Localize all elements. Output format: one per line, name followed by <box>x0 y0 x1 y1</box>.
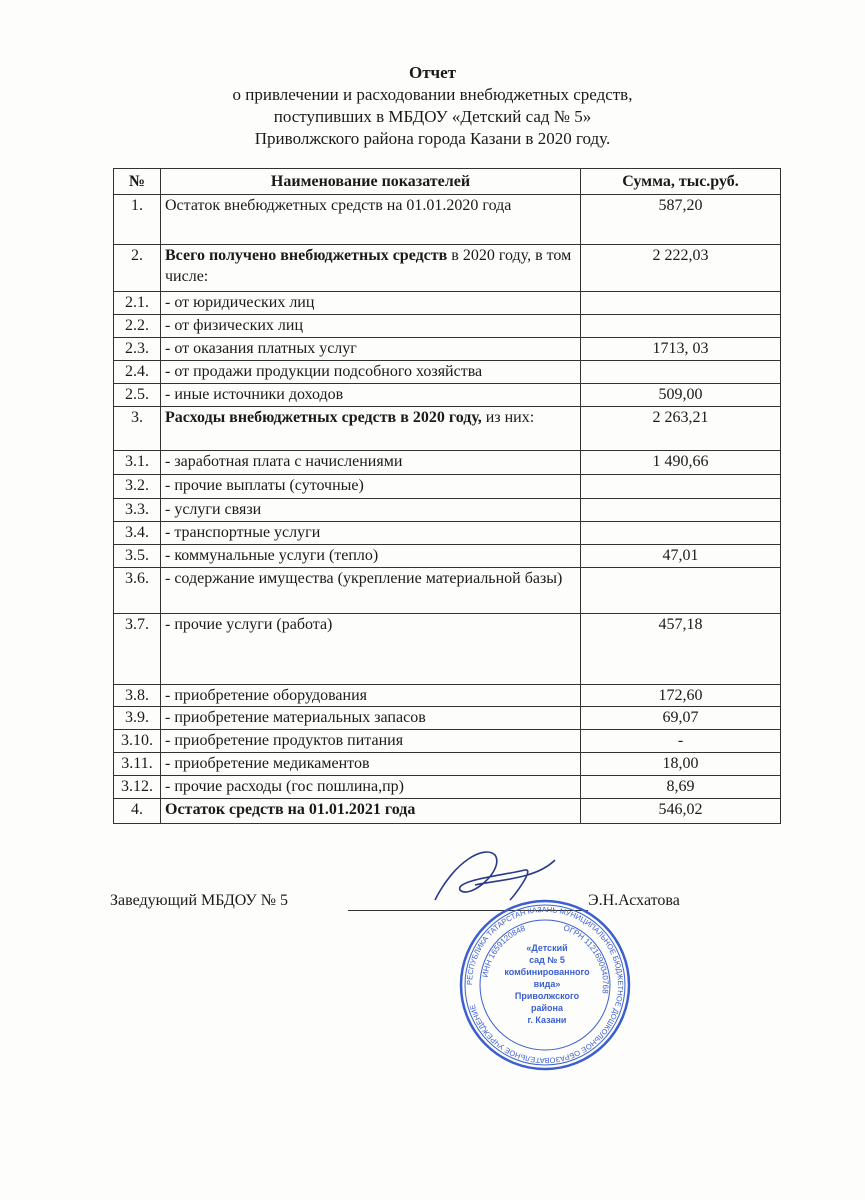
row-name-text: - от физических лиц <box>165 317 304 334</box>
row-name-text: - содержание имущества (укрепление материальной базы) <box>165 570 563 587</box>
table-row <box>114 475 781 499</box>
row-name <box>161 799 581 824</box>
row-name-text: - иные источники доходов <box>165 386 344 403</box>
row-value: - <box>581 730 781 753</box>
table-header-row <box>114 169 781 195</box>
row-name <box>161 753 581 776</box>
row-value: 69,07 <box>581 707 781 730</box>
row-name-bold: Всего получено внебюджетных средств <box>165 247 448 264</box>
report-subtitle-1: о привлечении и расходовании внебюджетных средств, <box>232 85 633 104</box>
row-value: 1 490,66 <box>581 451 781 475</box>
row-name-text: - приобретение оборудования <box>165 687 368 704</box>
report-subtitle-2: поступивших в МБДОУ «Детский сад № 5» <box>273 107 592 126</box>
row-number: 3.5. <box>114 545 161 568</box>
row-number: 3.2. <box>114 475 161 499</box>
table-row <box>114 361 781 384</box>
row-value <box>581 475 781 499</box>
row-number: 3.8. <box>114 685 161 707</box>
stamp-center-line: сад № 5 <box>529 955 565 965</box>
table-row <box>114 451 781 475</box>
table-row <box>114 338 781 361</box>
row-name-text: - прочие выплаты (суточные) <box>165 477 364 494</box>
row-name-text: - услуги связи <box>165 501 262 518</box>
stamp-center-line: «Детский <box>526 943 568 953</box>
table-row <box>114 685 781 707</box>
row-value: 587,20 <box>581 195 781 245</box>
row-name <box>161 614 581 685</box>
row-name-text: в 2020 году, в том числе: <box>165 247 572 285</box>
table-row <box>114 799 781 824</box>
row-number: 3. <box>114 407 161 451</box>
row-number: 3.1. <box>114 451 161 475</box>
row-number: 3.4. <box>114 522 161 545</box>
stamp-center-line: г. Казани <box>527 1015 567 1025</box>
signature-position: Заведующий МБДОУ № 5 <box>110 892 288 909</box>
row-name-text: - прочие расходы (гос пошлина,пр) <box>165 778 404 795</box>
row-name <box>161 499 581 522</box>
row-name <box>161 407 581 451</box>
row-name <box>161 338 581 361</box>
row-value <box>581 568 781 614</box>
row-name <box>161 776 581 799</box>
row-number: 2.2. <box>114 315 161 338</box>
row-value: 18,00 <box>581 753 781 776</box>
row-name-text: - заработная плата с начислениями <box>165 453 403 470</box>
row-number: 1. <box>114 195 161 245</box>
row-name-text: Остаток внебюджетных средств на 01.01.2020 года <box>165 197 512 214</box>
row-number: 3.10. <box>114 730 161 753</box>
stamp-ring-text: РЕСПУБЛИКА ТАТАРСТАН КАЗАНЬ МУНИЦИПАЛЬНОЕ БЮДЖЕТНОЕ ДОШКОЛЬНОЕ ОБРАЗОВАТЕЛЬНОЕ УЧРЕЖДЕНИЕ <box>464 904 626 1066</box>
row-number: 3.7. <box>114 614 161 685</box>
row-value: 509,00 <box>581 384 781 407</box>
official-stamp <box>455 895 635 1075</box>
row-name <box>161 245 581 292</box>
stamp-ogrn: ОГРН 1121690040768 <box>562 923 611 995</box>
header-name: Наименование показателей <box>161 169 581 195</box>
row-value: 172,60 <box>581 685 781 707</box>
row-name <box>161 707 581 730</box>
stamp-center-line: вида» <box>533 979 561 989</box>
row-name-text: - от оказания платных услуг <box>165 340 357 357</box>
row-name-bold: Остаток средств на 01.01.2021 года <box>165 801 416 818</box>
table-row <box>114 776 781 799</box>
header-sum: Сумма, тыс.руб. <box>581 169 781 195</box>
row-name-text: - транспортные услуги <box>165 524 321 541</box>
row-value: 546,02 <box>581 799 781 824</box>
row-value: 2 263,21 <box>581 407 781 451</box>
row-name-text: - приобретение продуктов питания <box>165 732 404 749</box>
row-name-text: - приобретение медикаментов <box>165 755 370 772</box>
row-name-text: - от продажи продукции подсобного хозяйства <box>165 363 483 380</box>
table-row <box>114 384 781 407</box>
row-value: 2 222,03 <box>581 245 781 292</box>
row-name <box>161 568 581 614</box>
row-name-text: - прочие услуги (работа) <box>165 616 333 633</box>
handwritten-signature <box>415 840 565 920</box>
report-title <box>0 62 865 83</box>
row-name <box>161 315 581 338</box>
row-number: 3.9. <box>114 707 161 730</box>
row-name <box>161 292 581 315</box>
row-number: 3.12. <box>114 776 161 799</box>
table-row <box>114 315 781 338</box>
table-row <box>114 522 781 545</box>
row-name <box>161 522 581 545</box>
row-value: 1713, 03 <box>581 338 781 361</box>
row-value <box>581 499 781 522</box>
table-row <box>114 545 781 568</box>
row-number: 3.11. <box>114 753 161 776</box>
stamp-center-line: комбинированного <box>504 967 590 977</box>
row-value: 8,69 <box>581 776 781 799</box>
table-row <box>114 614 781 685</box>
table-row <box>114 292 781 315</box>
row-name <box>161 475 581 499</box>
row-name <box>161 384 581 407</box>
signature-name: Э.Н.Асхатова <box>588 892 680 909</box>
row-name-bold: Расходы внебюджетных средств в 2020 году, <box>165 409 482 426</box>
row-number: 3.3. <box>114 499 161 522</box>
row-value <box>581 292 781 315</box>
row-value: 457,18 <box>581 614 781 685</box>
table-row <box>114 499 781 522</box>
row-name-text: - коммунальные услуги (тепло) <box>165 547 379 564</box>
row-number: 3.6. <box>114 568 161 614</box>
table-row <box>114 730 781 753</box>
row-name <box>161 361 581 384</box>
row-value <box>581 522 781 545</box>
row-name <box>161 195 581 245</box>
title-text: Отчет <box>408 63 457 82</box>
report-subtitle-3: Приволжского района города Казани в 2020 году. <box>254 129 611 148</box>
stamp-center-line: Приволжского <box>514 991 580 1001</box>
row-number: 2.1. <box>114 292 161 315</box>
row-name-text: - приобретение материальных запасов <box>165 709 426 726</box>
table-row <box>114 707 781 730</box>
row-name <box>161 685 581 707</box>
stamp-center-line: района <box>531 1003 563 1013</box>
table-row <box>114 245 781 292</box>
row-name <box>161 545 581 568</box>
table-row <box>114 568 781 614</box>
row-number: 2.5. <box>114 384 161 407</box>
row-number: 2.4. <box>114 361 161 384</box>
report-table <box>113 168 781 824</box>
row-number: 2.3. <box>114 338 161 361</box>
row-number: 2. <box>114 245 161 292</box>
row-name-text: - от юридических лиц <box>165 294 315 311</box>
row-name <box>161 451 581 475</box>
stamp-inn: ИНН 1659120848 <box>480 923 527 979</box>
row-name <box>161 730 581 753</box>
row-value <box>581 315 781 338</box>
table-row <box>114 195 781 245</box>
header-num: № <box>114 169 161 195</box>
row-number: 4. <box>114 799 161 824</box>
row-value: 47,01 <box>581 545 781 568</box>
row-value <box>581 361 781 384</box>
row-name-text: из них: <box>481 409 535 426</box>
table-row <box>114 753 781 776</box>
table-row <box>114 407 781 451</box>
